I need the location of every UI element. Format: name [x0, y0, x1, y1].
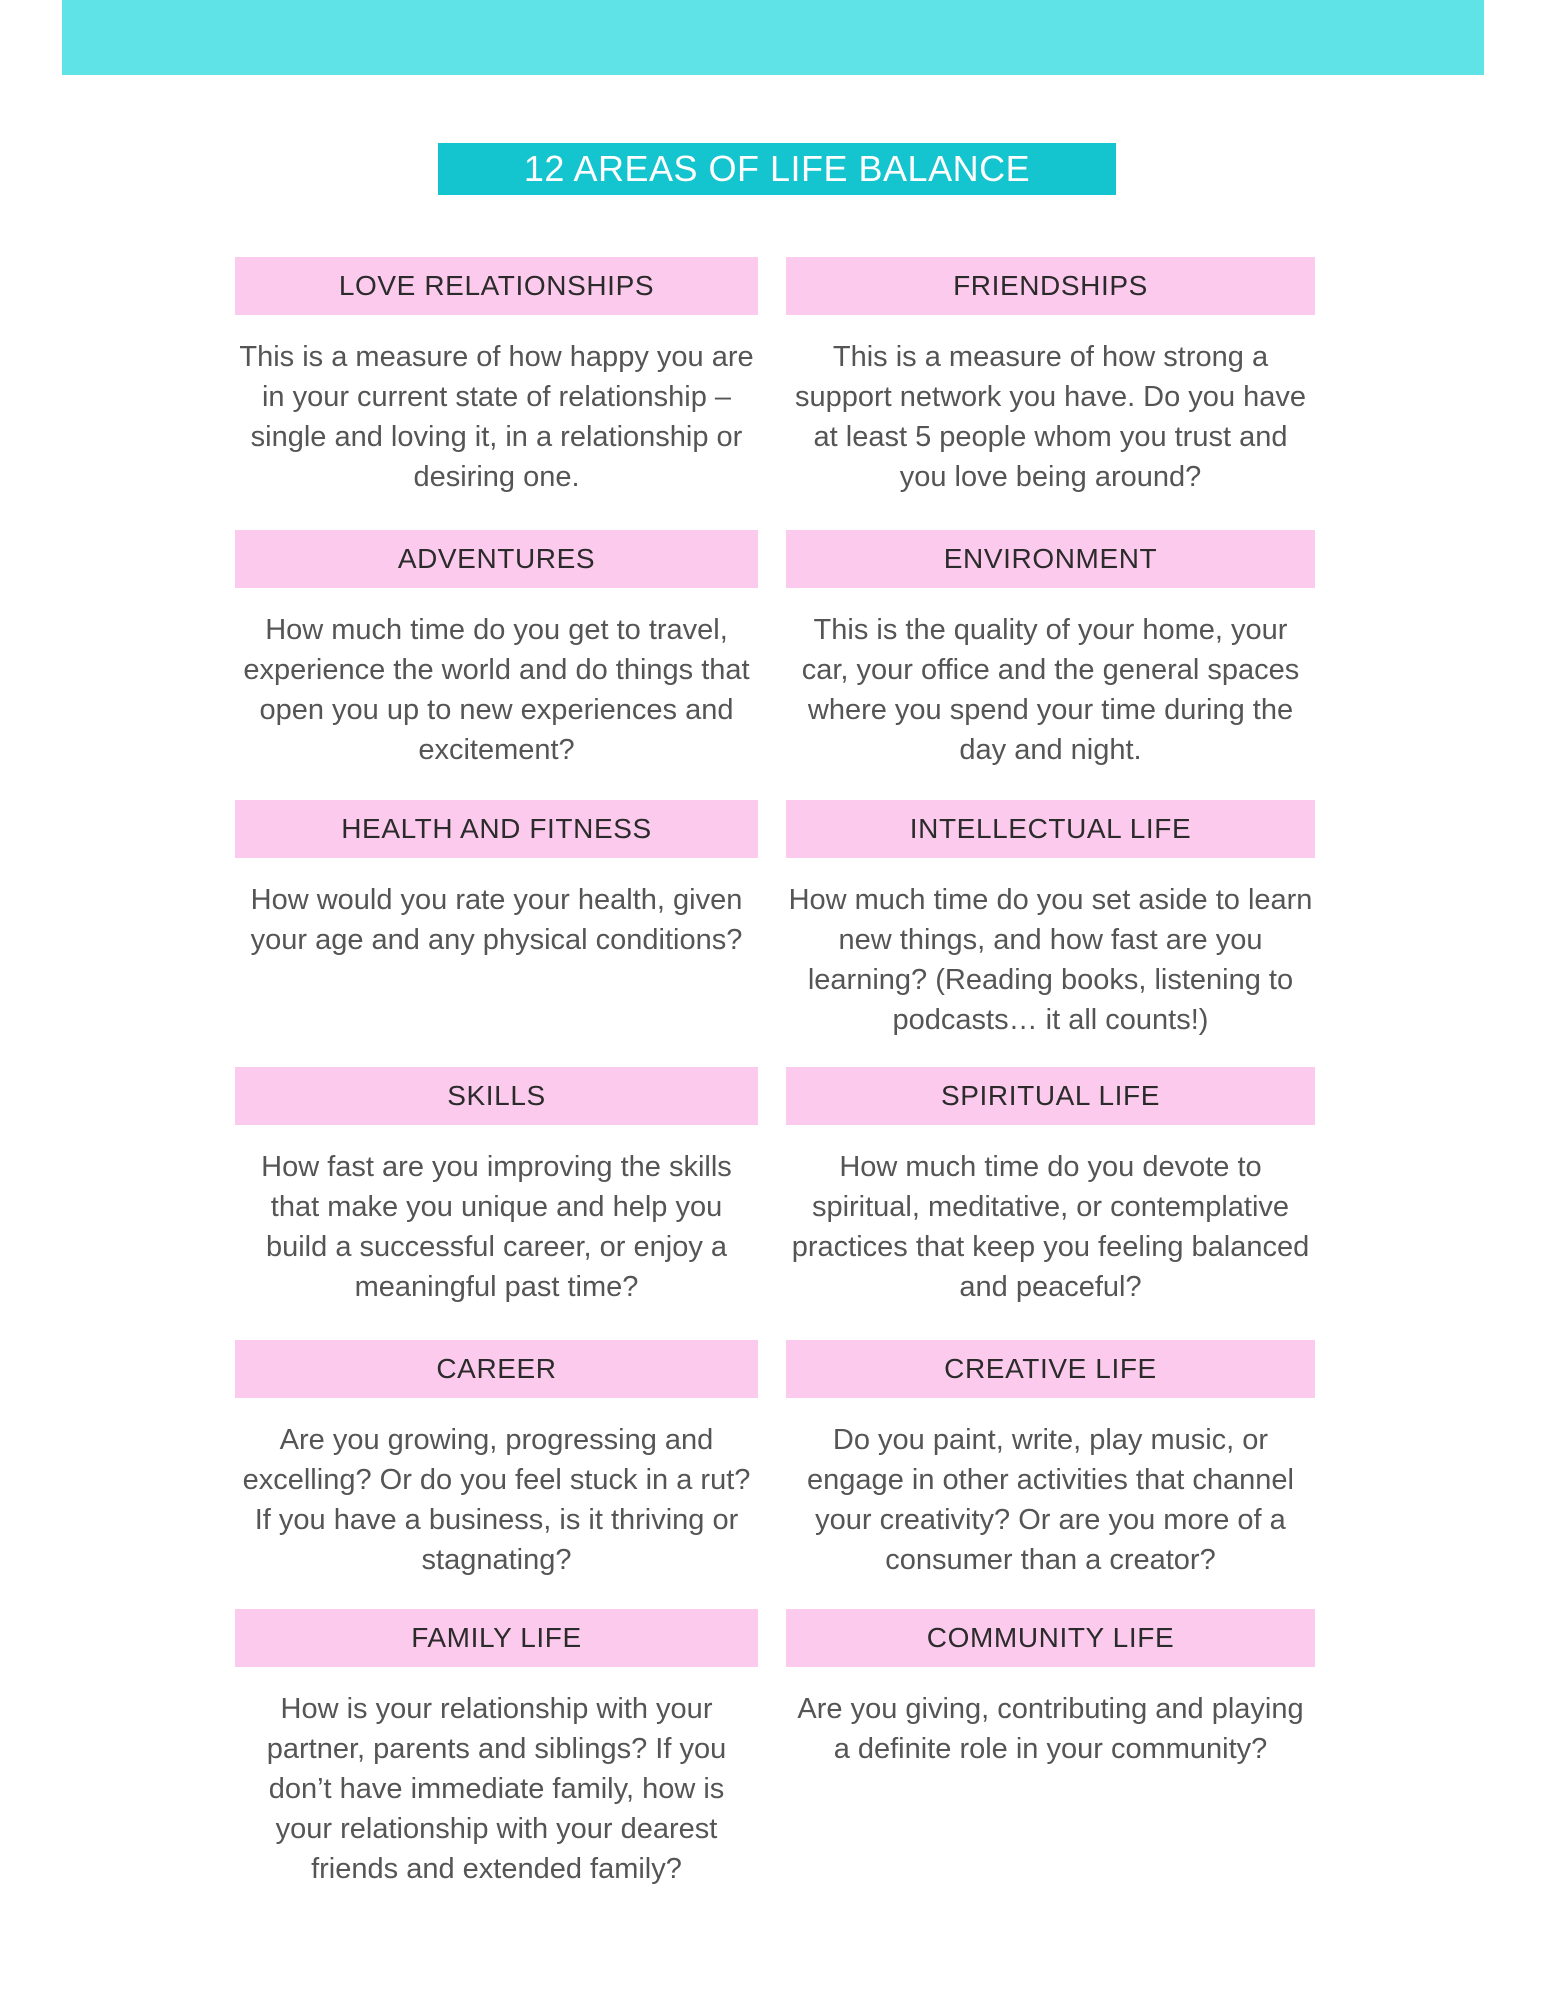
areas-row-1	[235, 257, 1315, 530]
area-description: How fast are you improving the skills that make you unique and help you build a successful career, or enjoy a meaningful past time?	[261, 1151, 732, 1303]
area-header: SKILLS	[235, 1067, 758, 1125]
area-header: SPIRITUAL LIFE	[786, 1067, 1315, 1125]
area-description: Are you growing, progressing and excelling? Or do you feel stuck in a rut? If you have a business, is it thriving or stagnating?	[242, 1424, 751, 1576]
area-header: LOVE RELATIONSHIPS	[235, 257, 758, 315]
area-intellectual-life	[786, 800, 1315, 1067]
area-adventures	[235, 530, 758, 800]
areas-row-5	[235, 1340, 1315, 1609]
area-header: HEALTH AND FITNESS	[235, 800, 758, 858]
area-header: FRIENDSHIPS	[786, 257, 1315, 315]
top-color-band	[62, 0, 1484, 75]
area-description: This is a measure of how happy you are in your current state of relationship – single and loving it, in a relationship or desiring one.	[239, 341, 754, 493]
area-description: How much time do you get to travel, experience the world and do things that open you up to new experiences and excitement?	[243, 614, 750, 766]
area-description: How is your relationship with your partner, parents and siblings? If you don’t have immediate family, how is your relationship with your dearest friends and extended family?	[266, 1693, 727, 1885]
area-family-life	[235, 1609, 758, 1909]
area-career	[235, 1340, 758, 1609]
area-description: This is the quality of your home, your car, your office and the general spaces where you spend your time during the day and night.	[801, 614, 1300, 766]
area-skills	[235, 1067, 758, 1340]
area-health-and-fitness	[235, 800, 758, 1067]
area-description: How much time do you devote to spiritual, meditative, or contemplative practices that keep you feeling balanced and peaceful?	[791, 1151, 1310, 1303]
page-title: 12 AREAS OF LIFE BALANCE	[438, 143, 1116, 195]
area-love-relationships	[235, 257, 758, 530]
areas-row-3	[235, 800, 1315, 1067]
area-description: Are you giving, contributing and playing a definite role in your community?	[797, 1693, 1304, 1765]
area-description: This is a measure of how strong a support network you have. Do you have at least 5 people whom you trust and you love being around?	[794, 341, 1307, 493]
area-description: Do you paint, write, play music, or engage in other activities that channel your creativity? Or are you more of a consumer than a creator?	[807, 1424, 1294, 1576]
area-friendships	[786, 257, 1315, 530]
areas-grid	[235, 257, 1315, 1909]
area-header: ENVIRONMENT	[786, 530, 1315, 588]
area-header: ADVENTURES	[235, 530, 758, 588]
area-header: CAREER	[235, 1340, 758, 1398]
area-environment	[786, 530, 1315, 800]
area-creative-life	[786, 1340, 1315, 1609]
areas-row-6	[235, 1609, 1315, 1909]
area-header: COMMUNITY LIFE	[786, 1609, 1315, 1667]
area-description: How much time do you set aside to learn new things, and how fast are you learning? (Reading books, listening to podcasts… it all counts!)	[788, 884, 1313, 1036]
area-spiritual-life	[786, 1067, 1315, 1340]
area-description: How would you rate your health, given your age and any physical conditions?	[250, 884, 743, 956]
area-header: CREATIVE LIFE	[786, 1340, 1315, 1398]
area-header: INTELLECTUAL LIFE	[786, 800, 1315, 858]
area-header: FAMILY LIFE	[235, 1609, 758, 1667]
areas-row-4	[235, 1067, 1315, 1340]
area-community-life	[786, 1609, 1315, 1909]
areas-row-2	[235, 530, 1315, 800]
